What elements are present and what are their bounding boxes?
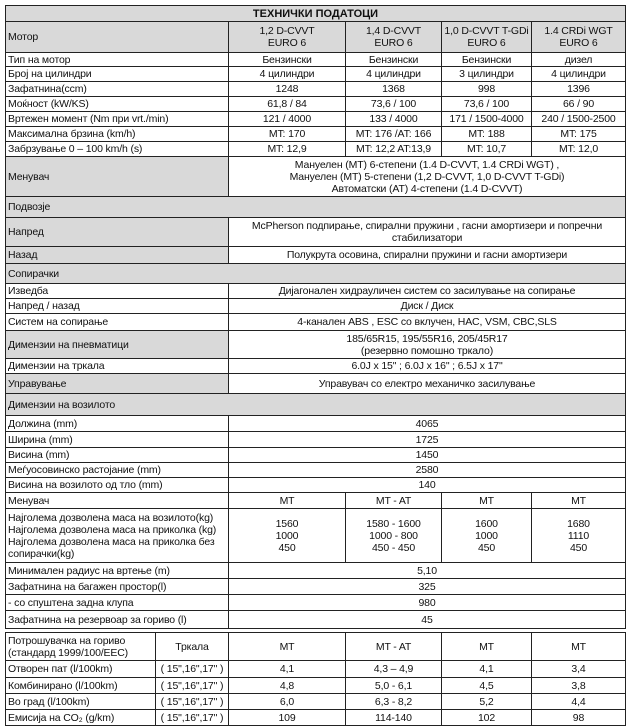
row-value: Полукрута осовина, спирални пружини и гасни амортизери (229, 247, 626, 264)
table-row (6, 478, 626, 493)
table-row (6, 247, 626, 264)
table-row (6, 112, 626, 127)
table-row (6, 374, 626, 394)
section-row (6, 264, 626, 284)
row-value: дизел (532, 53, 626, 67)
section-dimensions: Димензии на возилото (6, 394, 626, 416)
table-row (6, 710, 626, 726)
row-wheels: ( 15",16",17" ) (156, 661, 229, 678)
row-label: Моќност (kW/KS) (6, 97, 229, 112)
row-value: Дијагонален хидрауличен систем со засилување на сопирање (229, 284, 626, 299)
fuel-wheels-header: Тркала (156, 633, 229, 661)
row-value: McPherson подпирање, спирални пружини , гасни амортизери и попречни стабилизатори (229, 218, 626, 247)
row-wheels: ( 15",16",17" ) (156, 694, 229, 710)
steering-value: Управувач со електро механичко засилување (229, 374, 626, 394)
row-value: 5,0 - 6,1 (346, 678, 442, 694)
row-value: 133 / 4000 (346, 112, 442, 127)
row-value: MT: 12,2 AT:13,9 (346, 142, 442, 157)
engine-label: Мотор (6, 22, 229, 53)
row-label: Максимална брзина (km/h) (6, 127, 229, 142)
row-value: 980 (229, 595, 626, 611)
row-value: 3 цилиндри (442, 67, 532, 82)
row-label: Емисија на CO₂ (g/km) (6, 710, 156, 726)
row-label: Изведба (6, 284, 229, 299)
row-value: 240 / 1500-2500 (532, 112, 626, 127)
row-value: MT - AT (346, 493, 442, 509)
steering-label: Управување (6, 374, 229, 394)
row-value: 5,2 (442, 694, 532, 710)
row-value: 6,3 - 8,2 (346, 694, 442, 710)
row-label: Вртежен момент (Nm при vrt./min) (6, 112, 229, 127)
table-row (6, 284, 626, 299)
row-label: Висина (mm) (6, 448, 229, 463)
specs-table (5, 5, 626, 629)
row-value: 4,4 (532, 694, 626, 710)
weights-row (6, 509, 626, 563)
row-value: Бензински (346, 53, 442, 67)
tyres-value: 185/65R15, 195/55R16, 205/45R17 (резервно помошно тркало) (229, 331, 626, 359)
row-value: 4,3 – 4,9 (346, 661, 442, 678)
fuel-table (5, 632, 626, 726)
row-value: 5,10 (229, 563, 626, 579)
row-label: Менувач (6, 493, 229, 509)
row-value: 102 (442, 710, 532, 726)
engine-column-header: 1,2 D-CVVT EURO 6 (229, 22, 346, 53)
table-row (6, 563, 626, 579)
row-value: 171 / 1500-4000 (442, 112, 532, 127)
fuel-header-row (6, 633, 626, 661)
row-value: 1450 (229, 448, 626, 463)
row-value: Диск / Диск (229, 299, 626, 314)
row-label: Висина на возилото од тло (mm) (6, 478, 229, 493)
table-row (6, 67, 626, 82)
transmission-row (6, 157, 626, 197)
row-label: Забрзување 0 – 100 km/h (s) (6, 142, 229, 157)
row-value: 4,5 (442, 678, 532, 694)
table-row (6, 359, 626, 374)
row-value: 3,4 (532, 661, 626, 678)
table-row (6, 678, 626, 694)
table-row (6, 448, 626, 463)
row-value: 4065 (229, 416, 626, 432)
row-value: 325 (229, 579, 626, 595)
table-row (6, 218, 626, 247)
row-value: 1248 (229, 82, 346, 97)
row-value: 4 цилиндри (532, 67, 626, 82)
wheels-value: 6.0J x 15" ; 6.0J x 16" ; 6.5J x 17" (229, 359, 626, 374)
table-row (6, 97, 626, 112)
table-row (6, 661, 626, 678)
table-row (6, 82, 626, 97)
row-value: 66 / 90 (532, 97, 626, 112)
row-label: Број на цилиндри (6, 67, 229, 82)
transmission-label: Менувач (6, 157, 229, 197)
engine-column-header: 1.4 CRDi WGT EURO 6 (532, 22, 626, 53)
row-value: 1368 (346, 82, 442, 97)
row-value: MT: 175 (532, 127, 626, 142)
row-value: 121 / 4000 (229, 112, 346, 127)
table-row (6, 53, 626, 67)
row-value: 61,8 / 84 (229, 97, 346, 112)
row-value: MT: 176 /AT: 166 (346, 127, 442, 142)
weights-value: 1680 1110 450 (532, 509, 626, 563)
row-value: 1725 (229, 432, 626, 448)
weights-label: Најголема дозволена маса на возилото(kg) Најголема дозволена маса на приколка (kg) Најголема дозволена маса на приколка без сопирачки(kg) (6, 509, 229, 563)
row-label: Комбинирано (l/100km) (6, 678, 156, 694)
row-value: 1396 (532, 82, 626, 97)
weights-gearbox-row (6, 493, 626, 509)
row-value: 4 цилиндри (346, 67, 442, 82)
table-title: ТЕХНИЧКИ ПОДАТОЦИ (6, 6, 626, 22)
row-value: MT (442, 493, 532, 509)
row-label: Назад (6, 247, 229, 264)
table-row (6, 579, 626, 595)
table-row (6, 142, 626, 157)
row-label: - со спуштена задна клупа (6, 595, 229, 611)
row-wheels: ( 15",16",17" ) (156, 710, 229, 726)
row-value: Бензински (229, 53, 346, 67)
row-label: Зафатнина на резервоар за гориво (l) (6, 611, 229, 629)
row-value: MT: 12,0 (532, 142, 626, 157)
row-label: Зафатнина на багажен простор(l) (6, 579, 229, 595)
section-brakes: Сопирачки (6, 264, 626, 284)
row-value: MT (229, 493, 346, 509)
table-row (6, 611, 626, 629)
row-label: Напред (6, 218, 229, 247)
row-wheels: ( 15",16",17" ) (156, 678, 229, 694)
section-row (6, 394, 626, 416)
table-row (6, 595, 626, 611)
table-row (6, 416, 626, 432)
section-row (6, 197, 626, 218)
row-value: 998 (442, 82, 532, 97)
tyres-label: Димензии на пневматици (6, 331, 229, 359)
engine-header-row (6, 22, 626, 53)
row-value: 3,8 (532, 678, 626, 694)
row-label: Отворен пат (l/100km) (6, 661, 156, 678)
fuel-label: Потрошувачка на гориво (стандард 1999/100/EEC) (6, 633, 156, 661)
row-value: 4,1 (442, 661, 532, 678)
engine-column-header: 1,4 D-CVVT EURO 6 (346, 22, 442, 53)
row-value: Бензински (442, 53, 532, 67)
weights-value: 1560 1000 450 (229, 509, 346, 563)
section-chassis: Подвозје (6, 197, 626, 218)
row-value: 114-140 (346, 710, 442, 726)
row-value: MT: 10,7 (442, 142, 532, 157)
weights-value: 1580 - 1600 1000 - 800 450 - 450 (346, 509, 442, 563)
table-row (6, 127, 626, 142)
row-label: Во град (l/100km) (6, 694, 156, 710)
fuel-gearbox-header: MT (442, 633, 532, 661)
row-value: MT: 170 (229, 127, 346, 142)
row-value: MT (532, 493, 626, 509)
row-label: Тип на мотор (6, 53, 229, 67)
transmission-value: Мануелен (MT) 6-степени (1.4 D-CVVT, 1.4 CRDi WGT) , Мануелен (MT) 5-степени (1,2 D-CVVT, 1,0 D-CVVT T-GDi) Автоматски (AT) 4-степени (1.4 D-CVVT) (229, 157, 626, 197)
row-value: 109 (229, 710, 346, 726)
row-label: Ширина (mm) (6, 432, 229, 448)
row-value: 140 (229, 478, 626, 493)
row-label: Систем на сопирање (6, 314, 229, 331)
table-row (6, 314, 626, 331)
title-row (6, 6, 626, 22)
row-label: Зафатнина(ccm) (6, 82, 229, 97)
wheels-label: Димензии на тркала (6, 359, 229, 374)
weights-value: 1600 1000 450 (442, 509, 532, 563)
fuel-gearbox-header: MT - AT (346, 633, 442, 661)
row-label: Должина (mm) (6, 416, 229, 432)
row-label: Минимален радиус на вртење (m) (6, 563, 229, 579)
table-row (6, 331, 626, 359)
row-value: 4,8 (229, 678, 346, 694)
fuel-gearbox-header: MT (532, 633, 626, 661)
fuel-gearbox-header: MT (229, 633, 346, 661)
row-value: MT: 188 (442, 127, 532, 142)
row-value: 2580 (229, 463, 626, 478)
row-value: 73,6 / 100 (346, 97, 442, 112)
engine-column-header: 1,0 D-CVVT T-GDi EURO 6 (442, 22, 532, 53)
row-value: 45 (229, 611, 626, 629)
row-value: 6,0 (229, 694, 346, 710)
table-row (6, 299, 626, 314)
row-value: 73,6 / 100 (442, 97, 532, 112)
row-label: Меѓуосовинско растојание (mm) (6, 463, 229, 478)
row-value: MT: 12,9 (229, 142, 346, 157)
row-value: 98 (532, 710, 626, 726)
table-row (6, 694, 626, 710)
table-row (6, 463, 626, 478)
row-value: 4 цилиндри (229, 67, 346, 82)
table-row (6, 432, 626, 448)
row-value: 4-канален ABS , ESC со вклучен, HAC, VSM, CBC,SLS (229, 314, 626, 331)
row-label: Напред / назад (6, 299, 229, 314)
row-value: 4,1 (229, 661, 346, 678)
